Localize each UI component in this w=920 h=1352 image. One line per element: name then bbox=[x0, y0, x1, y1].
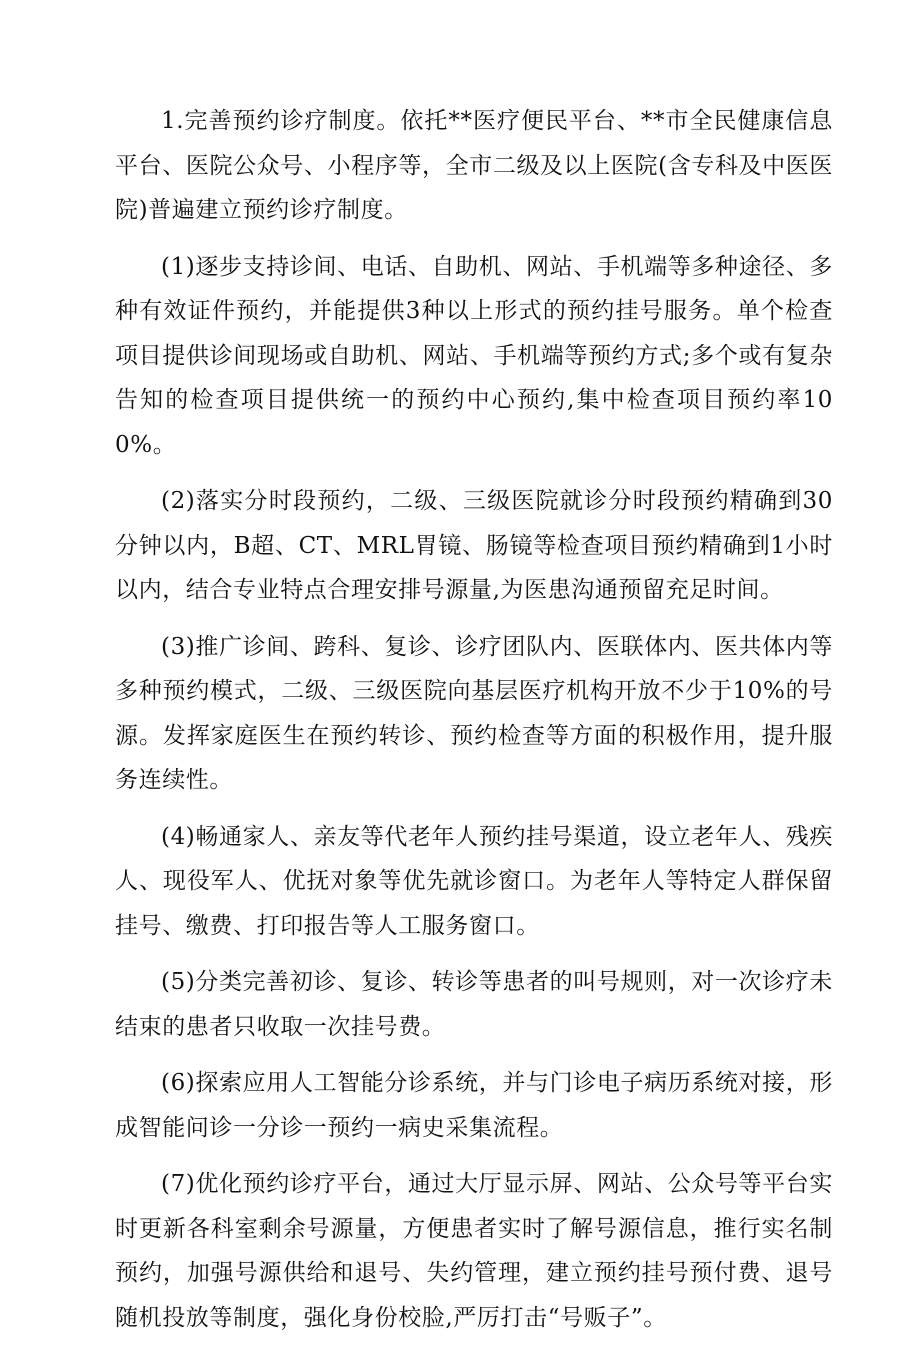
paragraph-item-5: (5)分类完善初诊、复诊、转诊等患者的叫号规则，对一次诊疗未结束的患者只收取一次挂号费。 bbox=[115, 969, 833, 1040]
paragraph-item-2: (2)落实分时段预约，二级、三级医院就诊分时段预约精确到30分钟以内，B超、CT、MRL胃镜、肠镜等检查项目预约精确到1小时以内，结合专业特点合理安排号源量,为医患沟通预留充足时间。 bbox=[115, 488, 833, 603]
paragraph-item-6: (6)探索应用人工智能分诊系统，并与门诊电子病历系统对接，形成智能问诊一分诊一预约一病史采集流程。 bbox=[115, 1070, 833, 1141]
document-page bbox=[115, 99, 833, 1352]
paragraph-1-appointment-system: 1.完善预约诊疗制度。依托**医疗便民平台、**市全民健康信息平台、医院公众号、小程序等，全市二级及以上医院(含专科及中医医院)普遍建立预约诊疗制度。 bbox=[115, 108, 833, 223]
paragraph-item-3: (3)推广诊间、跨科、复诊、诊疗团队内、医联体内、医共体内等多种预约模式，二级、三级医院向基层医疗机构开放不少于10%的号源。发挥家庭医生在预约转诊、预约检查等方面的积极作用，提升服务连续性。 bbox=[115, 633, 833, 793]
paragraph-item-4: (4)畅通家人、亲友等代老年人预约挂号渠道，设立老年人、残疾人、现役军人、优抚对象等优先就诊窗口。为老年人等特定人群保留挂号、缴费、打印报告等人工服务窗口。 bbox=[115, 823, 833, 939]
paragraph-item-7: (7)优化预约诊疗平台，通过大厅显示屏、网站、公众号等平台实时更新各科室剩余号源量，方便患者实时了解号源信息，推行实名制预约，加强号源供给和退号、失约管理，建立预约挂号预付费、退号随机投放等制度，强化身份校脸,严厉打击“号贩子”。 bbox=[115, 1171, 833, 1331]
paragraph-item-1: (1)逐步支持诊间、电话、自助机、网站、手机端等多种途径、多种有效证件预约，并能提供3种以上形式的预约挂号服务。单个检查项目提供诊间现场或自助机、网站、手机端等预约方式;多个或有复杂告知的检查项目提供统一的预约中心预约,集中检查项目预约率100%。 bbox=[115, 253, 833, 458]
